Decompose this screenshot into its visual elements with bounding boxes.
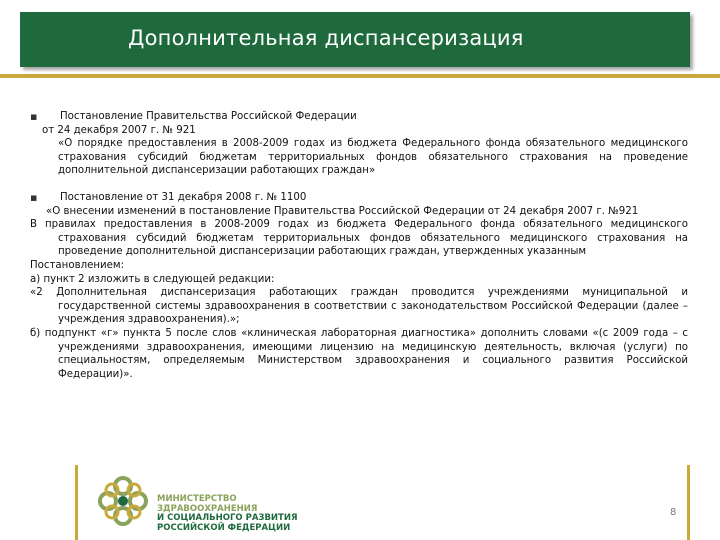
item2-amendment: «О внесении изменений в постановление Правительства Российской Федерации от 24 декабря 2007 г. №921 [46,205,639,217]
footer [75,465,690,535]
item2-title: Постановление от 31 декабря 2008 г. № 1100 [60,191,307,203]
spacer [30,178,688,191]
item2-point-b: б) подпункт «г» пункта 5 после слов «клиническая лабораторная диагностика» дополнить словами «(с 2009 года – с учреждениями здравоохранения, имеющими лицензию на медицинскую деятельность, включая (услуги) по специальностям, определяемым Министерством здравоохранения и социального развития Российской Федерации)». [30,327,688,380]
ministry-emblem-icon [95,473,151,529]
item1-title: Постановление Правительства Российской Федерации [60,111,357,122]
header-divider [0,74,720,78]
item1-date: от 24 декабря 2007 г. № 921 [42,124,196,136]
ministry-line-1: МИНИСТЕРСТВО [157,494,237,504]
ministry-line-4: РОССИЙСКОЙ ФЕДЕРАЦИИ [157,522,291,533]
item2-point-a: а) пункт 2 изложить в следующей редакции: [30,273,275,285]
slide-content [30,110,688,381]
ministry-line-2: ЗДРАВООХРАНЕНИЯ [157,503,258,514]
item1-quote: «О порядке предоставления в 2008-2009 годах из бюджета Федерального фонда обязательного медицинского страхования субсидий бюджетам территориальных фондов обязательного страхования на проведение дополнительной диспансеризации работающих граждан» [58,138,688,177]
item2-rules-paragraph: В правилах предоставления в 2008-2009 годах из бюджета Федерального фонда обязательного медицинского страхования субсидий бюджетам территориальных фондов обязательного медицинского страхования на проведение дополнительной диспансеризации работающих граждан, утвержденных указанным [30,219,688,258]
page-title: Дополнительная диспансеризация [128,26,524,50]
footer-rule-right [687,465,690,540]
bullet-icon: ▪ [30,110,38,123]
page-number: 8 [670,507,677,518]
item2-point-2-text: «2 Дополнительная диспансеризация работающих граждан проводится учреждениями муниципальной и государственной системы здравоохранения в соответствии с законодательством Российской Федерации (далее – учреждения здравоохранения).»; [30,287,688,326]
item2-resolution-label: Постановлением: [30,259,125,271]
ministry-name [157,495,337,533]
title-bar [20,12,690,67]
bullet-icon: ▪ [30,190,38,204]
footer-rule-left [75,465,78,540]
bullet-item-2 [30,191,688,205]
ministry-line-3: И СОЦИАЛЬНОГО РАЗВИТИЯ [157,513,298,523]
bullet-item-1 [30,110,688,124]
